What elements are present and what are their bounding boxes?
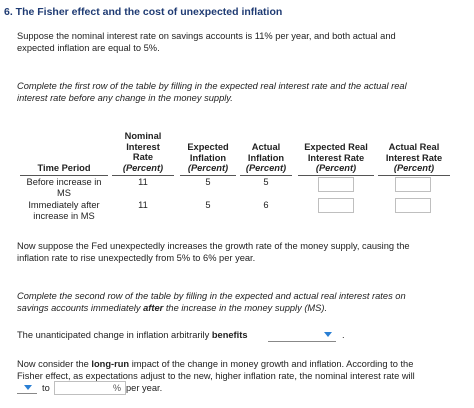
table-row-label: Before increase in MS bbox=[26, 177, 102, 198]
question-title: 6. The Fisher effect and the cost of unexpected inflation bbox=[4, 6, 283, 18]
intro-paragraph bbox=[17, 30, 396, 54]
fed-paragraph: Now suppose the Fed unexpectedly increases the growth rate of the money supply, causing the inflation rate to rise unexpectedly from 5% to 6% per year. bbox=[17, 241, 410, 263]
chevron-down-icon[interactable] bbox=[24, 385, 32, 390]
instruction-1-line-1: Complete the first row of the table by filling in the expected real interest rate and the actual real bbox=[17, 81, 407, 91]
benefits-sentence: The unanticipated change in inflation arbitrarily benefits bbox=[17, 330, 248, 340]
cell-actual-inflation: 6 bbox=[263, 200, 269, 210]
instruction-1-line-2: interest rate before any change in the money supply. bbox=[17, 93, 233, 103]
cell-nominal-rate: 11 bbox=[138, 200, 148, 210]
intro-line-1: Suppose the nominal interest rate on savings accounts is 11% per year, and both actual and bbox=[17, 31, 396, 41]
header-divider bbox=[378, 175, 450, 176]
header-actual-inflation: Actual Inflation (Percent) bbox=[245, 142, 287, 173]
longrun-paragraph: Now consider the long-run impact of the change in money growth and inflation. According to the Fisher effect, as expectations adjust to the new, higher inflation rate, the nominal interest rate will bbox=[17, 359, 415, 381]
expected-real-rate-input-row2[interactable] bbox=[318, 198, 354, 213]
intro-line-2: expected inflation are equal to 5%. bbox=[17, 43, 160, 53]
to-label: to bbox=[42, 383, 50, 393]
cell-nominal-rate: 11 bbox=[138, 177, 148, 187]
header-expected-real-rate: Expected Real Interest Rate (Percent) bbox=[304, 142, 368, 173]
table-row-label: Immediately after increase in MS bbox=[28, 200, 100, 221]
instruction-1 bbox=[17, 80, 407, 104]
percent-sign: % bbox=[113, 383, 122, 393]
actual-real-rate-input-row1[interactable] bbox=[395, 177, 431, 192]
instruction-2: Complete the second row of the table by filling in the expected and actual real interest rates on savings accounts immediately after the increase in the money supply (MS). bbox=[17, 291, 406, 313]
cell-actual-inflation: 5 bbox=[263, 177, 269, 187]
header-actual-real-rate: Actual Real Interest Rate (Percent) bbox=[385, 142, 443, 173]
header-divider bbox=[180, 175, 236, 176]
cell-expected-inflation: 5 bbox=[205, 177, 211, 187]
header-divider bbox=[240, 175, 292, 176]
header-expected-inflation: Expected Inflation (Percent) bbox=[187, 142, 229, 173]
chevron-down-icon[interactable] bbox=[324, 332, 332, 337]
header-divider bbox=[20, 175, 108, 176]
header-divider bbox=[298, 175, 374, 176]
benefits-period: . bbox=[342, 330, 345, 340]
expected-real-rate-input-row1[interactable] bbox=[318, 177, 354, 192]
cell-expected-inflation: 5 bbox=[205, 200, 211, 210]
actual-real-rate-input-row2[interactable] bbox=[395, 198, 431, 213]
header-divider bbox=[112, 175, 174, 176]
benefits-dropdown[interactable] bbox=[268, 341, 336, 342]
direction-dropdown[interactable] bbox=[17, 393, 37, 394]
header-time-period: Time Period bbox=[37, 163, 91, 173]
header-nominal-rate: Nominal Interest Rate (Percent) bbox=[122, 131, 164, 173]
per-year-label: per year. bbox=[126, 383, 163, 393]
